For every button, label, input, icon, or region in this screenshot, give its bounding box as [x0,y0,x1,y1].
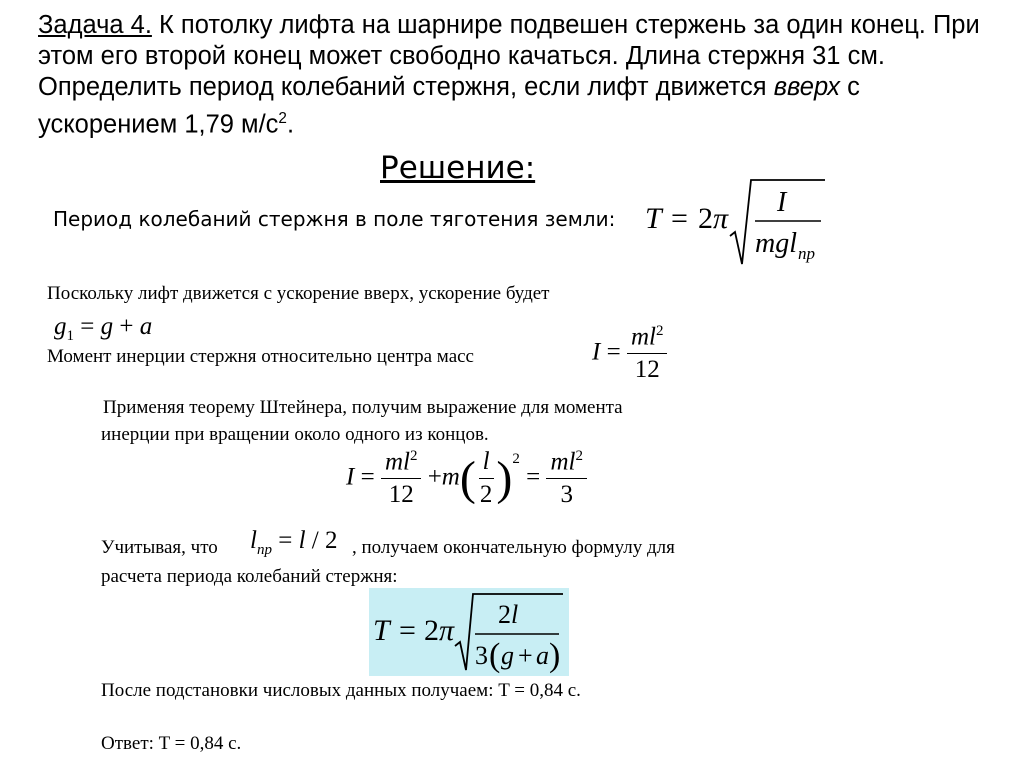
formula-t-var: T [645,202,662,235]
final-den-g: g [501,641,514,670]
inertia-center-text: Момент инерции стержня относительно центра масс [47,346,474,367]
formula-two: 2 [698,202,713,235]
problem-statement [38,10,998,141]
period-intro: Период колебаний стержня в поле тяготения земли: [53,207,616,231]
considering-text: Учитывая, что [101,537,218,558]
final-den-plus: + [518,641,533,670]
final-line-2: расчета периода колебаний стержня: [101,566,398,587]
formula-equals: = [671,202,688,235]
formula-pi: π [713,202,729,235]
steiner-line-1: Применяя теорему Штейнера, получим выражение для момента [103,397,623,418]
final-formula-svg [369,588,569,676]
solution-heading: Решение: [380,150,536,186]
problem-label: Задача 4. [38,11,152,39]
considering-tail-text: , получаем окончательную формулу для [352,537,675,558]
final-equals: = [399,614,416,647]
substitution-text: После подстановки числовых данных получаем: T = 0,84 с. [101,680,581,701]
final-two: 2 [424,614,439,647]
final-num-two: 2 [498,600,511,629]
final-rparen: ) [549,637,561,674]
formula-inertia-center: I = $\frac{ml^2}{12}$ [592,323,667,384]
formula-np-sub: пр [798,244,815,263]
problem-sup: 2 [278,110,287,127]
final-t-var: T [373,614,390,647]
final-lparen: ( [489,637,501,674]
final-den-three: 3 [475,641,488,670]
steiner-line-2: инерции при вращении около одного из концов. [101,424,489,445]
formula-period-general-svg [645,178,830,270]
final-num-l: l [511,600,519,629]
final-formula-box [369,588,569,676]
answer-text: Ответ: T = 0,84 с. [101,733,242,754]
problem-emphasis: вверх [773,73,841,101]
problem-text-3: . [286,110,295,139]
formula-g1: $g_1 = g + a$ [54,313,153,344]
formula-i-num: I [777,187,787,218]
lift-up-text: Поскольку лифт движется с ускорение вверх, ускорение будет [47,283,550,304]
final-pi: π [439,614,455,647]
final-den-a: a [536,641,549,670]
formula-steiner: I = $\frac{ml^2}{12}$ +m( $\frac{l}{2}$ )$^2$ = $\frac{ml^2}{3}$ [346,448,587,509]
problem-text-1: К потолку лифта на шарнире подвешен стержень за один конец. При этом его второй конец может свободно качаться. Длина стержня 31 см. Определить период колебаний стержня, если лифт движется [38,11,980,101]
formula-period-general [645,178,830,270]
problem-text-2: с ускорением 1,79 м/с [38,73,860,139]
formula-lnp: $l_{пр} = l / 2$ [250,527,338,558]
formula-mgl: mgl [755,228,797,259]
